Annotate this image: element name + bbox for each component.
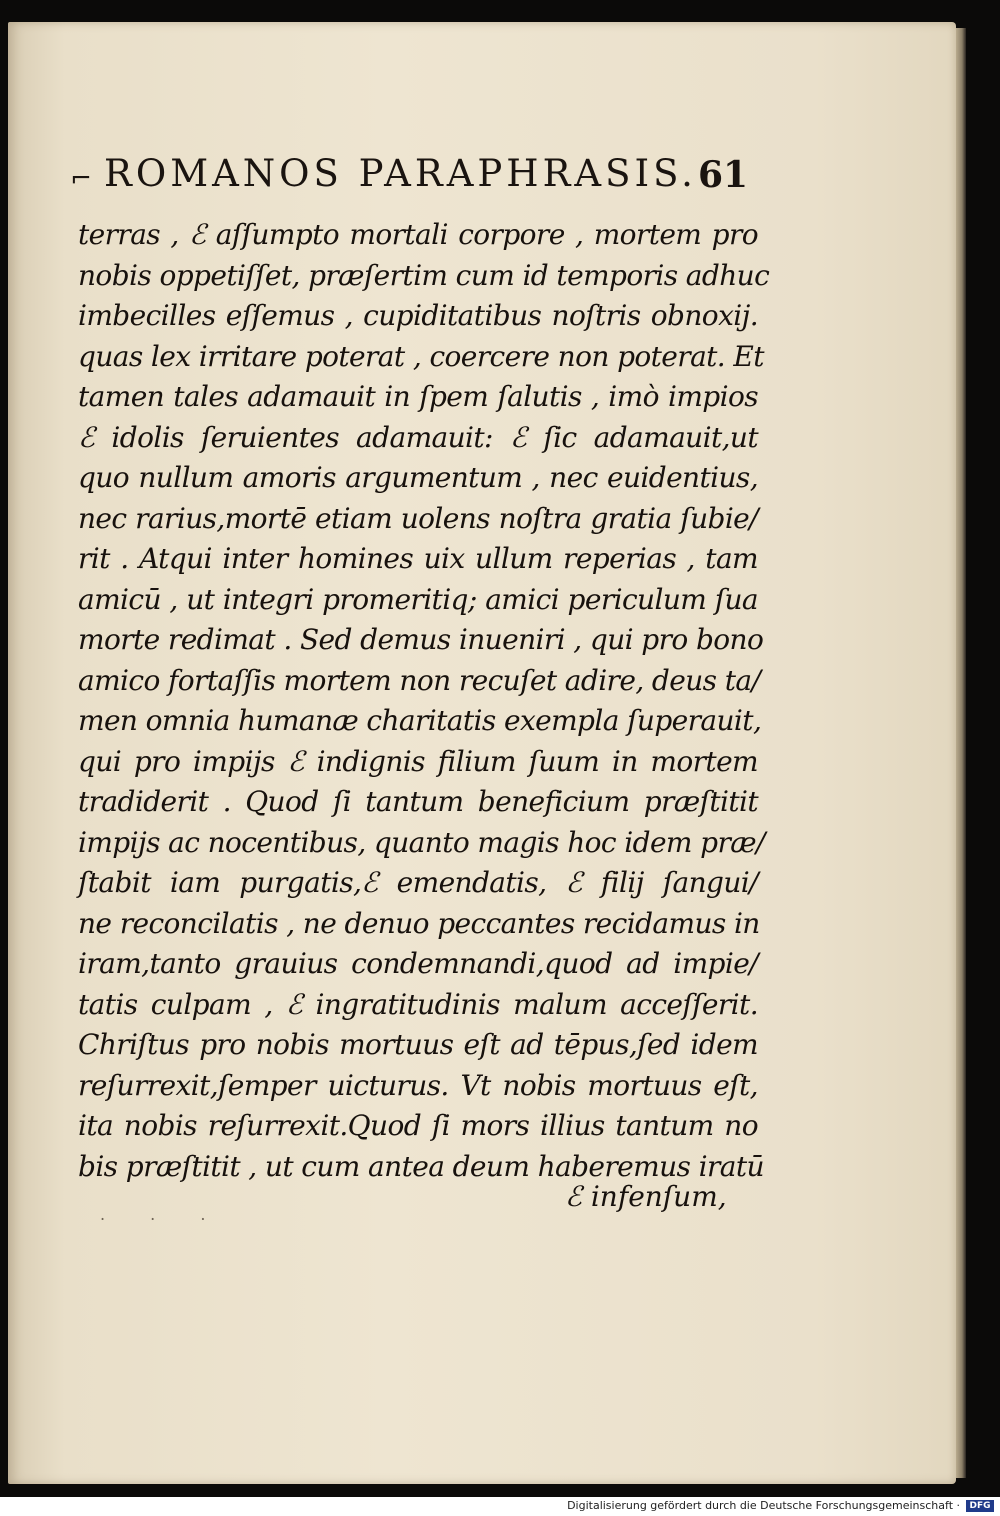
text-line: quas lex irritare poterat , coercere non poterat. Et — [78, 339, 764, 373]
catchword: ℰ infenſum, — [565, 1180, 727, 1213]
folio-number: 61 — [698, 154, 749, 196]
text-line: men omnia humanæ charitatis exempla ſuperauit, — [78, 704, 762, 737]
text-line: reſurrexit,ſemper uicturus. Vt nobis mortuus eſt, — [78, 1068, 758, 1102]
text-line: quo nullum amoris argumentum , nec euidentius, — [78, 461, 758, 494]
text-line: ne reconcilatis , ne denuo peccantes recidamus in — [78, 906, 760, 940]
text-line: ℰ idolis ſeruientes adamauit: ℰ ſic adamauit,ut — [78, 420, 758, 454]
text-line: tatis culpam , ℰ ingratitudinis malum acceſſerit. — [78, 987, 758, 1021]
page-edge — [956, 28, 966, 1478]
body-text — [78, 215, 770, 1187]
funding-notice: Digitalisierung gefördert durch die Deutsche Forschungsgemeinschaft · — [567, 1499, 960, 1512]
dfg-logo-icon: DFG — [966, 1500, 994, 1512]
text-line: nobis oppetiſſet, præſertim cum id temporis adhuc — [78, 258, 770, 292]
text-line: amicū , ut integri promeritiq; amici periculum ſua — [78, 582, 758, 616]
running-header — [70, 152, 770, 202]
ink-specks: . . . — [100, 1205, 226, 1224]
text-line: tradiderit . Quod ſi tantum beneficium præſtitit — [78, 785, 758, 818]
text-line: amico fortaſſis mortem non recuſet adire, deus ta/ — [78, 663, 761, 697]
text-line: imbecilles eſſemus , cupiditatibus noſtris obnoxij. — [78, 299, 758, 332]
text-line: iram,tanto grauius condemnandi,quod ad impie/ — [78, 947, 758, 980]
header-mark: ⌐ — [70, 164, 92, 194]
text-line: ſtabit iam purgatis,ℰ emendatis, ℰ filij ſangui/ — [78, 866, 758, 899]
text-line: Chriſtus pro nobis mortuus eſt ad tēpus,ſed idem — [78, 1028, 758, 1061]
text-line: impijs ac nocentibus, quanto magis hoc idem præ/ — [78, 825, 765, 859]
text-line: terras , ℰ aſſumpto mortali corpore , mortem pro — [78, 218, 758, 251]
text-line: nec rarius,mortē etiam uolens noſtra gratia ſubie/ — [78, 501, 758, 535]
text-line: qui pro impijs ℰ indignis filium ſuum in mortem — [78, 744, 758, 778]
digitization-footer — [0, 1497, 1000, 1516]
running-title: ROMANOS PARAPHRASIS. — [104, 152, 697, 195]
text-line: tamen tales adamauit in ſpem ſalutis , imò impios — [78, 380, 758, 413]
text-line: morte redimat . Sed demus inueniri , qui pro bono — [78, 623, 764, 656]
text-line: bis præſtitit , ut cum antea deum haberemus iratū — [78, 1149, 764, 1183]
text-line: rit . Atqui inter homines uix ullum reperias , tam — [78, 542, 758, 575]
text-line: ita nobis reſurrexit.Quod ſi mors illius tantum no — [78, 1109, 758, 1142]
